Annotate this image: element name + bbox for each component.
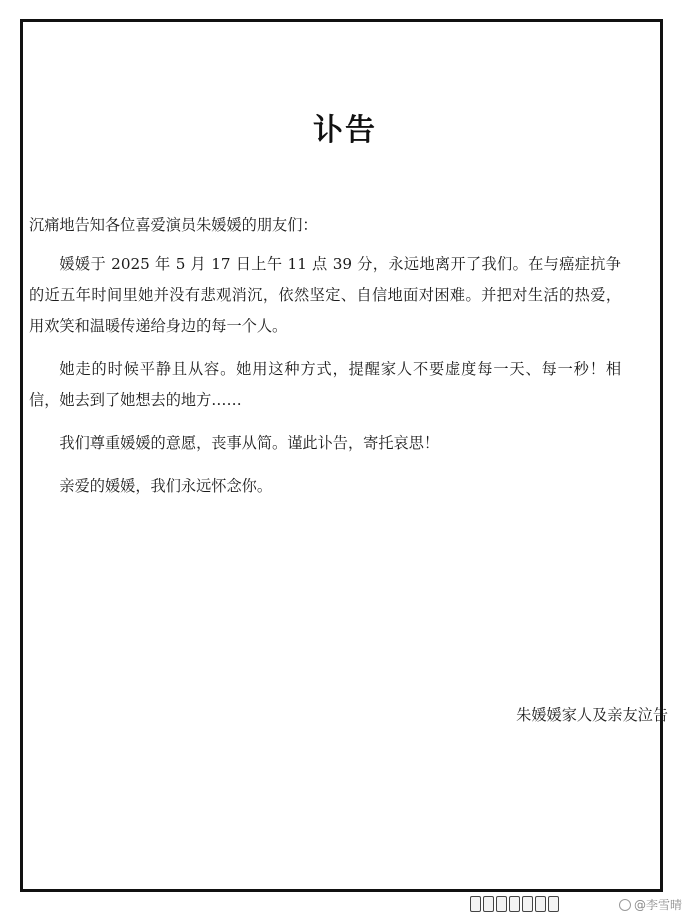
tick-mark — [470, 896, 481, 912]
paragraph-2: 她走的时候平静且从容。她用这种方式，提醒家人不要虚度每一天、每一秒！相信，她去到了她想去的地方…… — [29, 360, 621, 409]
obituary-title: 讣告 — [313, 113, 377, 148]
tick-mark — [509, 896, 520, 912]
paragraph-3: 我们尊重媛媛的意愿，丧事从简。谨此讣告，寄托哀思！ — [59, 434, 440, 452]
weibo-icon — [619, 899, 631, 911]
tick-mark — [522, 896, 533, 912]
decorative-ticks — [470, 896, 559, 912]
obituary-body — [29, 210, 621, 514]
tick-mark — [535, 896, 546, 912]
watermark-text: @李雪晴 — [633, 898, 682, 912]
signature: 朱媛媛家人及亲友泣告 — [516, 706, 668, 724]
greeting-line: 沉痛地告知各位喜爱演员朱媛媛的朋友们： — [29, 216, 318, 234]
watermark — [619, 896, 682, 913]
paragraph-4: 亲爱的媛媛，我们永远怀念你。 — [59, 477, 273, 495]
tick-mark — [496, 896, 507, 912]
tick-mark — [483, 896, 494, 912]
tick-mark — [548, 896, 559, 912]
paragraph-1: 媛媛于 2025 年 5 月 17 日上午 11 点 39 分，永远地离开了我们。在与癌症抗争的近五年时间里她并没有悲观消沉，依然坚定、自信地面对困难。并把对生活的热爱，用欢笑和温暖传递给身边的每一个人。 — [29, 255, 621, 335]
